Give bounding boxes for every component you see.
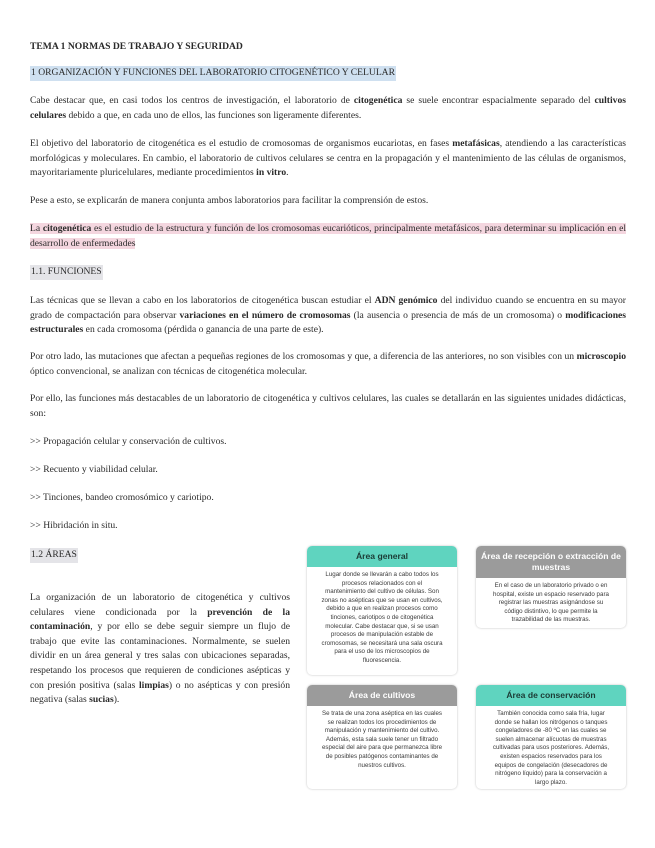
p8-line-6c: ) o no asépticas y con presión negativa (30, 679, 290, 706)
list-item: >> Propagación celular y conservación de cultivos. (30, 436, 227, 447)
paragraph-4-highlighted (30, 222, 626, 251)
p1-text-d: debido a que, en cada uno de ellos, las funciones son ligeramente diferentes. (66, 109, 362, 121)
p8-bold-sucias: sucias (89, 694, 114, 706)
card-area-conservacion (476, 685, 626, 789)
card-area-conservacion-title: Área de conservación (476, 685, 626, 706)
p5-bold-modificaciones: modificaciones estructurales (30, 309, 627, 336)
list-item: >> Tinciones, bandeo cromosómico y cariotipo. (30, 492, 214, 503)
p8-bold-limpias: limpias (139, 679, 169, 691)
p5-bold-adn: ADN genómico (374, 295, 438, 306)
p8-line-1: La organización de un laboratorio de citogenética y cultivos celulares viene condicionada (30, 592, 290, 618)
p4-bold-citogenetica: citogenética (42, 223, 92, 234)
paragraph-1 (30, 94, 626, 123)
p4-text-c: es el estudio de la estructura y función de los cromosomas eucarióticos, principalmente metafásicos, para determinar su implicación en el desarrollo de enfermedades (30, 223, 626, 249)
p6-text-c: óptico convencional, se analizan con técnicas de citogenética molecular. (30, 365, 308, 377)
list-item: >> Recuento y viabilidad celular. (30, 464, 158, 475)
section-heading-1 (30, 66, 626, 81)
p5-text-d: (la ausencia o presencia de más de un cromosoma) o (350, 309, 566, 321)
card-area-recepcion (476, 546, 626, 628)
card-area-general-title: Área general (307, 546, 457, 567)
p1-text-a: Cabe destacar que, en casi todos los centros de investigación, el laboratorio de (30, 95, 354, 106)
p8-line-7c: ). (113, 694, 120, 706)
p2-text-c: , atendiendo a las características morfológicas y moleculares. En cambio, el laboratorio de cultivos celulares se centra en la propagación y el mantenimiento de las células de organismos, mayoritariamente pluricelulares, mediante procedimientos (30, 138, 626, 179)
card-area-recepcion-title: Área de recepción o extracción de muestras (476, 546, 626, 578)
section-heading-1-text: 1 ORGANIZACIÓN Y FUNCIONES DEL LABORATORIO CITOGENÉTICO Y CELULAR (30, 66, 396, 81)
p8-line-6a: asépticas y con presión positiva (salas (30, 664, 290, 691)
card-area-cultivos (307, 685, 457, 789)
p8-line-2c: , y por ello se debe (90, 621, 176, 633)
p6-text-a: Por otro lado, las mutaciones que afectan a pequeñas regiones de los cromosomas y que, a diferencia de las anteriores, no son visibles con un (30, 351, 577, 362)
p4-text-a: La (30, 223, 43, 234)
section-heading-1-1 (30, 265, 626, 280)
p8-line-7a: (salas (64, 694, 90, 706)
p5-text-c: del individuo cuando se encuentra en su mayor grado de compactación para observar (30, 295, 626, 321)
p2-text-d: . (286, 167, 289, 179)
paragraph-5 (30, 294, 626, 338)
p5-text-a: Las técnicas que se llevan a cabo en los laboratorios de citogenética buscan estudiar el (30, 295, 375, 306)
p8-line-5: salas con ubicaciones separadas, respetando los procesos que requieren de condiciones (30, 650, 290, 676)
p5-bold-variaciones: variaciones en el número de cromosomas (179, 309, 351, 321)
section-heading-1-2-text: 1.2 ÁREAS (30, 548, 78, 563)
p8-line-2a: por la (166, 606, 208, 618)
card-area-cultivos-body: Se trata de una zona aséptica en las cuales se realizan todos los procedimientos de manipulación y mantenimiento del cultivo. Además, esta sala suele tener un filtrado especial del aire para que permanezca libre de posibles patógenos contaminantes de nuestros cultivos. (321, 710, 443, 769)
p4-highlight (30, 223, 626, 249)
document-title: TEMA 1 NORMAS DE TRABAJO Y SEGURIDAD (30, 41, 243, 52)
section-heading-1-1-text: 1.1. FUNCIONES (30, 265, 103, 280)
p8-line-3: seguir siempre un flujo de trabajo (30, 621, 290, 647)
paragraph-6 (30, 350, 626, 379)
card-area-recepcion-body: En el caso de un laboratorio privado o en hospital, existe un espacio reservado para registrar las muestras asignándose su código distintivo, lo que permite la trazabilidad de las muestras. (493, 582, 609, 624)
p1-text-c: se suele encontrar espacialmente separado del (402, 95, 595, 106)
p1-bold-citogenetica: citogenética (353, 95, 403, 106)
card-area-general-body: Lugar donde se llevarán a cabo todos los procesos relacionados con el mantenimiento del cultivo de células. Son zonas no asépticas que se usan en cultivos, debido a que en realizan procesos como tinciones, cariotipos o de citogenética molecular. Cabe destacar que, si se usan procesos de manipulación estable de cromosomas, se necesitará una sala oscura para el uso de los microscopios de fluorescencia. (321, 571, 443, 664)
p2-bold-in-vitro: in vitro (256, 167, 287, 179)
list-item: >> Hibridación in situ. (30, 520, 118, 531)
paragraph-2 (30, 137, 626, 181)
paragraph-3: Pese a esto, se explicarán de manera conjunta ambos laboratorios para facilitar la comprensión de estos. (30, 195, 429, 206)
p2-bold-metafasicas: metafásicas (452, 138, 500, 149)
p2-text-a: El objetivo del laboratorio de citogenética es el estudio de cromosomas de organismos eucariotas, en fases (30, 138, 453, 149)
p8-line-4: que evite las contaminaciones. Normalmente, se suelen dividir en un área general y tres (30, 635, 290, 662)
p6-bold-microscopio: microscopio (576, 351, 626, 362)
p8-bold-prevencion: prevención de la contaminación (30, 606, 290, 633)
card-area-cultivos-title: Área de cultivos (307, 685, 457, 706)
p5-text-e: en cada cromosoma (pérdida o ganancia de una parte de este). (83, 324, 324, 336)
paragraph-8 (30, 591, 290, 708)
p1-bold-cultivos: cultivos celulares (30, 95, 626, 121)
card-area-conservacion-body: También conocida como sala fría, lugar donde se hallan los nitrógenos o tanques congeladores de -80 ºC en las cuales se suelen almacenar alícuotas de muestras cultivadas para usos posteriores. Además, existen espacios reservados para los equipos de congelación (desecadores de nitrógeno líquido) para la conservación a largo plazo. (492, 710, 610, 786)
card-area-general (307, 546, 457, 675)
paragraph-7: Por ello, las funciones más destacables de un laboratorio de citogenética y cultivos celulares, las cuales se detallarán en las siguientes unidades didácticas, son: (30, 393, 626, 419)
